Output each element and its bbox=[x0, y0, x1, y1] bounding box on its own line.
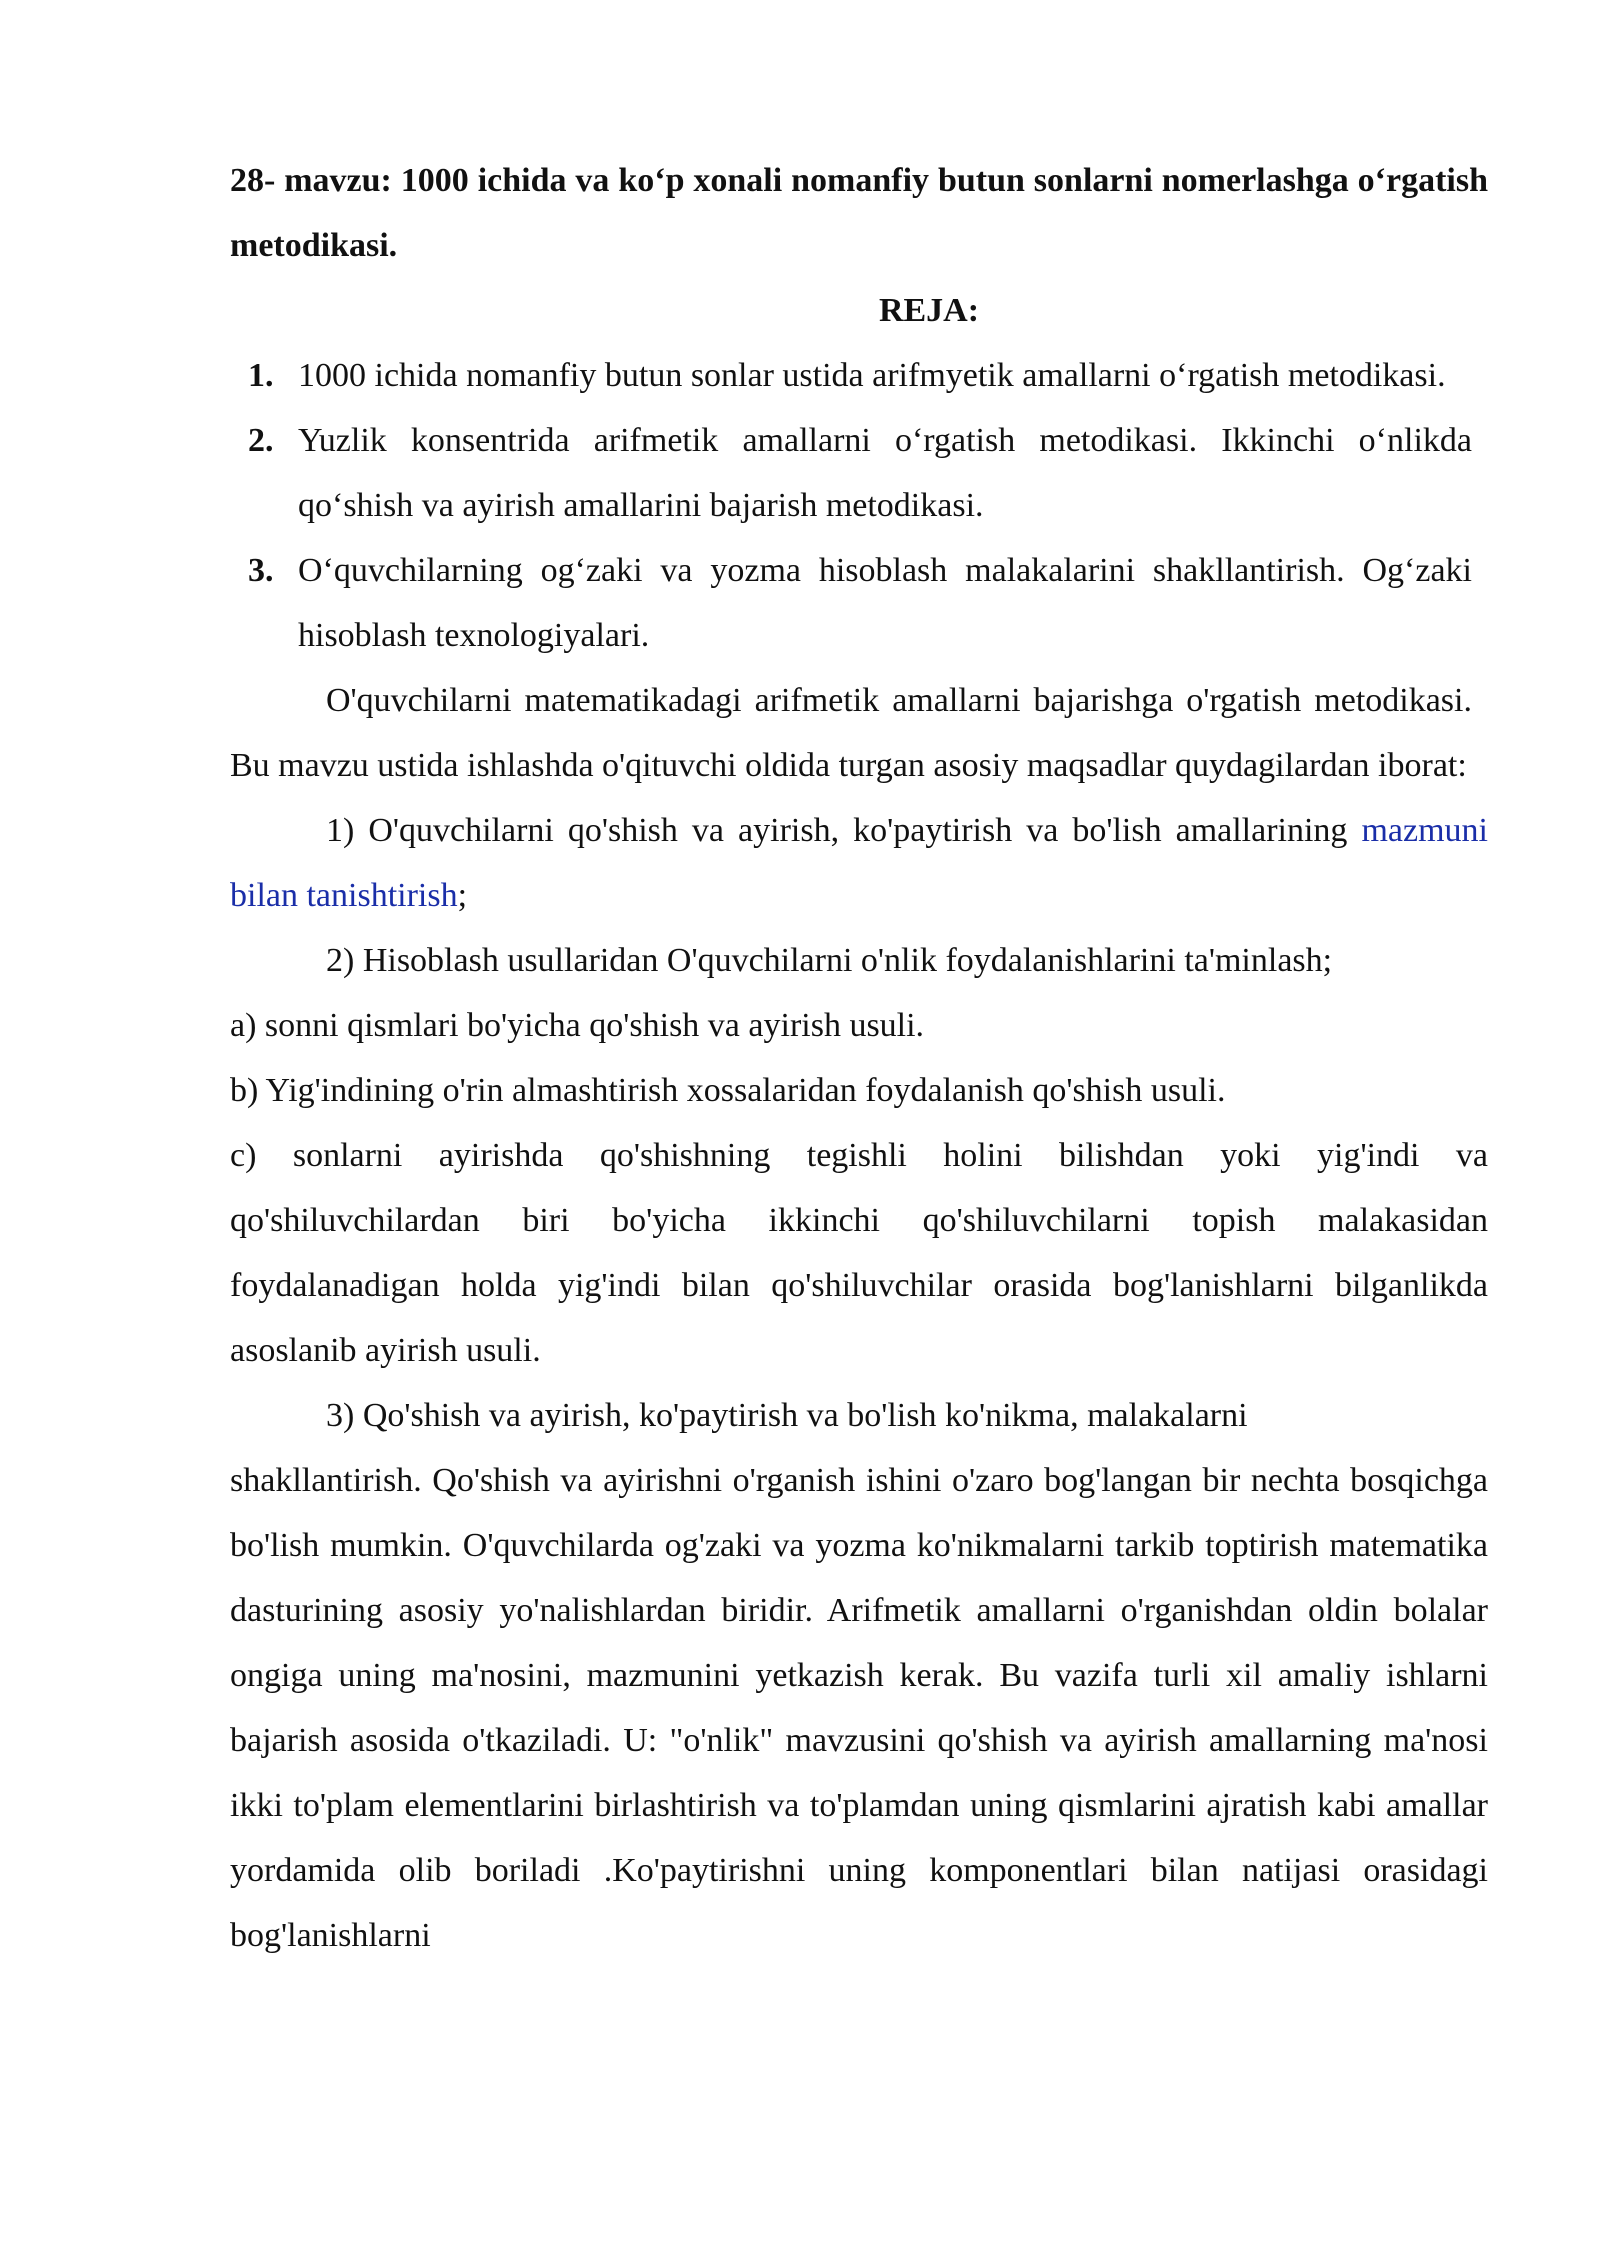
goal-1-end: ; bbox=[457, 877, 468, 914]
plan-item-number: 3. bbox=[248, 552, 274, 589]
plan-item-3 bbox=[230, 538, 1472, 668]
plan-list bbox=[230, 343, 1472, 668]
plan-item-number: 1. bbox=[248, 357, 274, 394]
plan-item-2 bbox=[230, 408, 1472, 538]
document-page bbox=[230, 148, 1488, 1968]
plan-item-1 bbox=[230, 343, 1472, 408]
goal-1-paragraph bbox=[230, 798, 1488, 928]
plan-item-text: Yuzlik konsentrida arifmetik amallarni o‘rgatish metodikasi. Ikkinchi o‘nlikda qo‘shish va ayirish amallarini bajarish metodikasi. bbox=[298, 422, 1472, 524]
goal-3-first-line: 3) Qo'shish va ayirish, ko'paytirish va bo'lish ko'nikma, malakalarni bbox=[326, 1397, 1248, 1434]
sub-item-c: c) sonlarni ayirishda qo'shishning tegishli holini bilishdan yoki yig'indi va qo'shiluvchilardan biri bo'yicha ikkinchi qo'shiluvchilarni topish malakasidan foydalanadigan holda yig'indi bilan qo'shiluvchilar orasida bog'lanishlarni bilganlikda asoslanib ayirish usuli. bbox=[230, 1137, 1488, 1369]
goal-1-text: 1) O'quvchilarni qo'shish va ayirish, ko'paytirish va bo'lish amallarining bbox=[326, 812, 1362, 849]
intro-paragraph: O'quvchilarni matematikadagi arifmetik amallarni bajarishga o'rgatish metodikasi. Bu mavzu ustida ishlashda o'qituvchi oldida turgan asosiy maqsadlar quydagilardan iborat: bbox=[230, 682, 1472, 784]
plan-item-text: O‘quvchilarning og‘zaki va yozma hisoblash malakalarini shakllantirish. Og‘zaki hisoblash texnologiyalari. bbox=[298, 552, 1472, 654]
sub-item-b: b) Yig'indining o'rin almashtirish xossalaridan foydalanish qo'shish usuli. bbox=[230, 1072, 1226, 1109]
plan-item-number: 2. bbox=[248, 422, 274, 459]
page-title: 28- mavzu: 1000 ichida va ko‘p xonali nomanfiy butun sonlarni nomerlashga o‘rgatish metodikasi. bbox=[230, 162, 1488, 264]
plan-item-text: 1000 ichida nomanfiy butun sonlar ustida arifmyetik amallarni o‘rgatish metodikasi. bbox=[298, 357, 1446, 394]
goal-1-link[interactable]: mazmuni bilan tanishtirish bbox=[230, 812, 1488, 914]
plan-heading: REJA: bbox=[878, 292, 980, 329]
goal-3-body: shakllantirish. Qo'shish va ayirishni o'rganish ishini o'zaro bog'langan bir nechta bosqichga bo'lish mumkin. O'quvchilarda og'zaki va yozma ko'nikmalarni tarkib toptirish matematika dasturining asosiy yo'nalishlardan biridir. Arifmetik amallarni o'rganishdan oldin bolalar ongiga uning ma'nosini, mazmunini yetkazish kerak. Bu vazifa turli xil amaliy ishlarni bajarish asosida o'tkaziladi. U: "o'nlik" mavzusini qo'shish va ayirish amallarning ma'nosi ikki to'plam elementlarini birlashtirish va to'plamdan uning qismlarini ajratish kabi amallar yordamida olib boriladi .Ko'paytirishni uning komponentlari bilan natijasi orasidagi bog'lanishlarni bbox=[230, 1462, 1488, 1954]
goal-2-paragraph: 2) Hisoblash usullaridan O'quvchilarni o'nlik foydalanishlarini ta'minlash; bbox=[326, 942, 1333, 979]
sub-item-a: a) sonni qismlari bo'yicha qo'shish va ayirish usuli. bbox=[230, 1007, 925, 1044]
